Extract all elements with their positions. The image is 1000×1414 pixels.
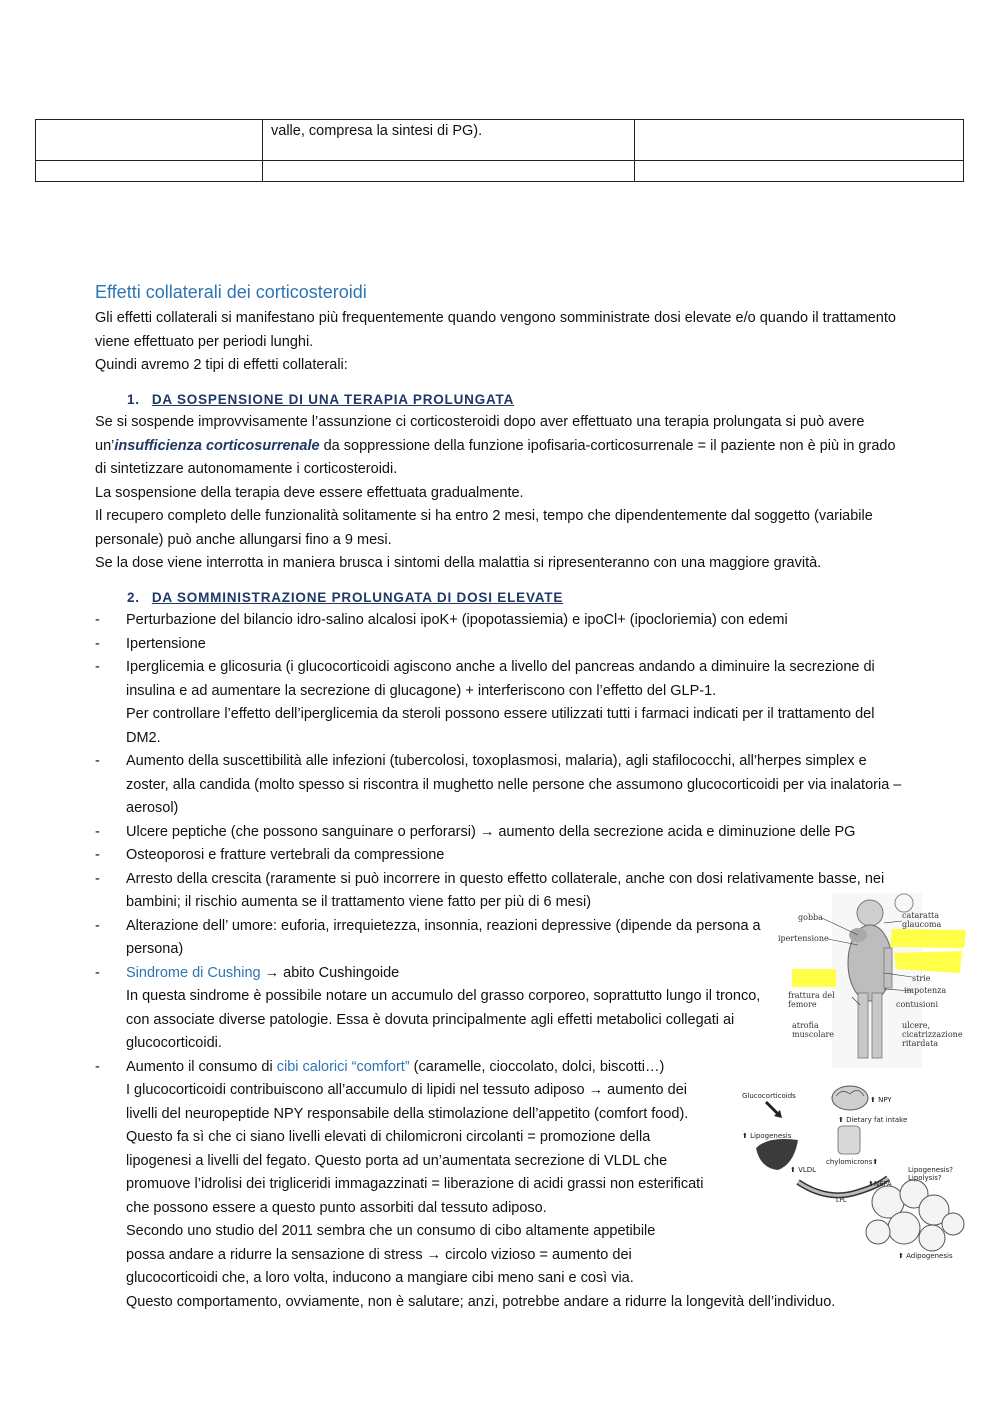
cushing-illustration <box>772 893 972 1068</box>
list-item: - Osteoporosi e fratture vertebrali da compressione <box>95 844 910 868</box>
list-item <box>95 962 766 1056</box>
label-adipogenesis: ⬆ Adipogenesis <box>898 1252 953 1260</box>
table-cell: valle, compresa la sintesi di PG). <box>263 120 635 161</box>
label-strie: strie <box>912 974 931 983</box>
text-run: Iperglicemia e glicosuria (i glucocorticoidi agiscono anche a livello del pancreas andando a diminuire la secrezione di insulina e ad aumentare la secrezione di glucagone) + interferiscono con l’effetto del GLP-1. <box>126 659 875 699</box>
list-item: - Alterazione dell’ umore: euforia, irrequietezza, insonnia, reazioni depressive (dipende da persona a persona) <box>95 915 766 962</box>
label-cataratta: cataratta <box>902 911 940 920</box>
text-run: Aumento il consumo di <box>126 1058 277 1075</box>
label-muscolare: muscolare <box>792 1030 835 1039</box>
highlight-mark <box>890 929 966 948</box>
label-lipogenesis-q: Lipogenesis? <box>908 1166 954 1174</box>
label-ritardata: ritardata <box>902 1039 939 1048</box>
table-cell <box>36 120 263 161</box>
label-chylomicrons: chylomicrons⬆ <box>826 1158 879 1166</box>
table-cell <box>635 161 964 182</box>
table-row <box>36 161 964 182</box>
glucocorticoid-diagram <box>738 1082 968 1262</box>
subheading-1 <box>127 388 910 412</box>
label-dietary-fat: ⬆ Dietary fat intake <box>838 1116 908 1124</box>
label-glucocorticoids: Glucocorticoids <box>742 1092 796 1100</box>
label-vldl: ⬆ VLDL <box>790 1166 817 1174</box>
table-cell <box>263 161 635 182</box>
list-item: - Arresto della crescita (raramente si può incorrere in questo effetto collaterale, anche con dosi relativamente basse, nei bambini; il rischio aumenta se il trattamento viene fatto per più di 6 mesi) <box>95 868 916 915</box>
paragraph: Il recupero completo delle funzionalità solitamente si ha entro 2 mesi, tempo che dipendentemente dal soggetto (variabile personale) può anche allungarsi fino a 9 mesi. <box>95 508 873 548</box>
list-item: - Perturbazione del bilancio idro-salino alcalosi ipoK+ (ipopotassiemia) e ipoCl+ (ipocloriemia) con edemi <box>95 609 910 633</box>
list-item: - Aumento della suscettibilità alle infezioni (tubercolosi, toxoplasmosi, malaria), agli stafilococchi, all’herpes simplex e zoster, alla candida (molto spesso si riscontra il mughetto nelle persone che assumono glucocorticoidi per via inalatoria – aerosol) <box>95 750 910 821</box>
label-ulcere: ulcere, <box>902 1021 931 1030</box>
list-item: - Ipertensione <box>95 633 910 657</box>
text-run: da soppressione della funzione ipofisaria-corticosurrenale = il paziente non è più in grado di sintetizzare autonomamente i corticosteroidi. <box>95 437 896 477</box>
intro-paragraph-2: Quindi avremo 2 tipi di effetti collaterali: <box>95 357 348 373</box>
label-gobba: gobba <box>798 913 823 922</box>
paragraph: Se la dose viene interrotta in maniera brusca i sintomi della malattia si ripresenteranno con una maggiore gravità. <box>95 555 822 571</box>
paragraph <box>95 411 910 482</box>
subheading-number: 1. <box>127 391 140 407</box>
label-femore: femore <box>788 1000 817 1009</box>
text-run: Questo comportamento, ovviamente, non è salutare; anzi, potrebbe andare a ridurre la longevità dell’individuo. <box>126 1293 836 1310</box>
label-frattura: frattura del <box>788 991 835 1000</box>
metabolism-illustration <box>738 1082 968 1262</box>
comfort-food-term: cibi calorici “comfort” <box>276 1058 410 1075</box>
label-ipertensione: ipertensione <box>778 934 829 943</box>
text-run: → abito Cushingoide <box>260 964 400 981</box>
list-item <box>95 656 910 750</box>
text-run: Secondo uno studio del 2011 sembra che un consumo di cibo altamente appetibile possa andare a ridurre la sensazione di stress → circolo vizioso = aumento dei glucocorticoidi che, a loro volta, inducono a mangiare cibi meno sani e così via. <box>126 1223 656 1286</box>
table-cell <box>635 120 964 161</box>
label-lipogenesis: ⬆ Lipogenesis <box>742 1132 792 1140</box>
section-heading: Effetti collaterali dei corticosteroidi <box>95 282 367 302</box>
cushing-figure <box>772 893 972 1068</box>
text-run: (caramelle, cioccolato, dolci, biscotti…) <box>409 1058 665 1075</box>
paragraph: La sospensione della terapia deve essere effettuata gradualmente. <box>95 484 524 501</box>
subheading-number: 2. <box>127 589 140 605</box>
subheading-title: DA SOMMINISTRAZIONE PROLUNGATA DI DOSI ELEVATE <box>151 589 564 605</box>
list-item: - Ulcere peptiche (che possono sanguinare o perforarsi) → aumento della secrezione acida e diminuzione delle PG <box>95 821 910 845</box>
subheading-2 <box>127 586 910 610</box>
label-glaucoma: glaucoma <box>902 920 942 929</box>
label-impotenza: impotenza <box>904 986 947 995</box>
link-cushing: Sindrome di Cushing <box>126 964 261 981</box>
highlight-mark <box>792 969 836 987</box>
label-npy: ⬆ NPY <box>870 1096 892 1104</box>
text-run: Per controllare l’effetto dell’iperglicemia da steroli possono essere utilizzati tutti i farmaci indicati per il trattamento del DM2. <box>126 706 875 746</box>
label-nefa: ⬆NEFA <box>868 1180 892 1188</box>
subheading-title: DA SOSPENSIONE DI UNA TERAPIA PROLUNGATA <box>151 391 515 407</box>
label-atrofia: atrofia <box>792 1021 819 1030</box>
text-run: In questa sindrome è possibile notare un accumulo del grasso corporeo, soprattutto lungo il tronco, con associate diverse patologie. Essa è dovuta principalmente agli effetti metabolici collegati ai glucocorticoidi. <box>126 988 761 1051</box>
table-cell <box>36 161 263 182</box>
label-contusioni: contusioni <box>896 1000 939 1009</box>
label-lpl: LPL <box>836 1197 847 1204</box>
emphasis-term: insufficienza corticosurrenale <box>114 437 320 454</box>
label-lipolysis-q: Lipolysis? <box>908 1174 942 1182</box>
text-run: Se si sospende improvvisamente l’assunzione ci corticosteroidi dopo aver effettuato una terapia prolungata si può avere un’ <box>95 414 865 454</box>
table-row <box>36 120 964 161</box>
continuation-table <box>35 119 964 182</box>
text-run: I glucocorticoidi contribuiscono all’accumulo di lipidi nel tessuto adiposo → aumento dei livelli del neuropeptide NPY responsabile della stimolazione dell’appetito (comfort food). Questo fa sì che ci siano livelli elevati di chilomicroni circolanti = promozione della lipogenesi a livelli del fegato. Questo porta ad un’aumentata secrezione di VLDL che promuove l’idrolisi dei trigliceridi immagazzinati = liberazione di acidi grassi non esterificati che possono essere a questo punto assorbiti dal tessuto adiposo. <box>126 1082 704 1216</box>
intro-paragraph: Gli effetti collaterali si manifestano più frequentemente quando vengono somministrate dosi elevate e/o quando il trattamento viene effettuato per periodi lunghi. <box>95 310 896 350</box>
label-cicatrizzazione: cicatrizzazione <box>902 1030 963 1039</box>
